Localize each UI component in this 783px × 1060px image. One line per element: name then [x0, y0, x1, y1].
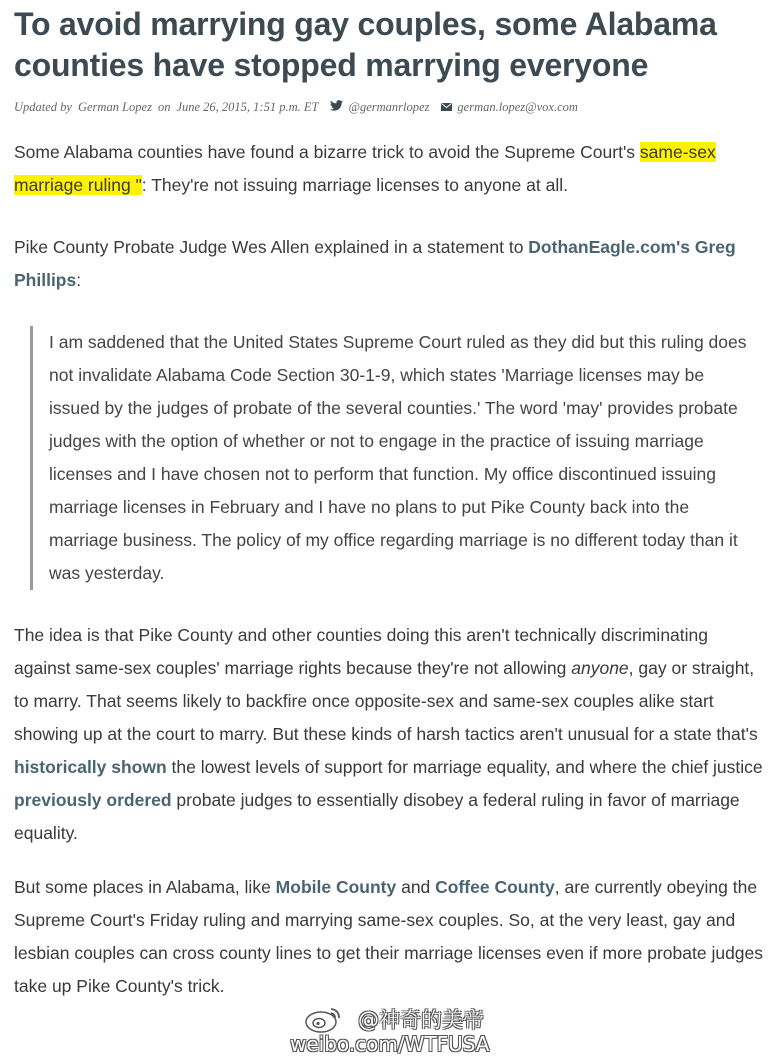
watermark-url: weibo.com/WTFUSA: [290, 1032, 490, 1056]
analysis-text-4: probate judges to essentially disobey a federal ruling in favor of marriage equality.: [14, 790, 740, 843]
byline: [14, 98, 766, 116]
closing-text-1: But some places in Alabama, like: [14, 877, 276, 897]
byline-date: June 26, 2015, 1:51 p.m. ET: [176, 99, 319, 114]
watermark-handle: @神奇的美帝: [358, 1008, 484, 1032]
weibo-watermark: [290, 1005, 520, 1057]
previously-ordered-link[interactable]: previously ordered: [14, 790, 172, 810]
analysis-text-1: The idea is that Pike County and other counties doing this aren't technically discriminating against same-sex couples' marriage rights because they're not allowing: [14, 625, 709, 678]
highlighted-ruling-text: same-sex marriage ruling: [14, 142, 716, 195]
intro-paragraph: [14, 136, 766, 202]
coffee-county-link[interactable]: Coffee County: [435, 877, 555, 897]
weibo-logo-icon: [304, 1005, 344, 1033]
statement-intro-paragraph: [14, 231, 766, 297]
historically-shown-link[interactable]: historically shown: [14, 757, 167, 777]
article: [14, 0, 766, 1003]
statement-intro-text: Pike County Probate Judge Wes Allen explained in a statement to: [14, 237, 529, 257]
article-title: To avoid marrying gay couples, some Alabama counties have stopped marrying everyone: [14, 6, 717, 83]
email-link[interactable]: german.lopez@vox.com: [457, 99, 578, 114]
analysis-emphasis: anyone: [571, 658, 629, 678]
twitter-handle-link[interactable]: @germanrlopez: [348, 99, 430, 114]
closing-text-2: and: [396, 877, 436, 897]
analysis-text-2: , gay or straight, to marry. That seems likely to backfire once opposite-sex and same-sex couples alike start showing up at the court to marry. But these kinds of harsh tactics aren't unusual for a state that's: [14, 658, 758, 744]
byline-date-prefix: on: [157, 99, 171, 114]
closing-paragraph: [14, 871, 766, 1003]
analysis-paragraph: [14, 619, 766, 850]
intro-text-before: Some Alabama counties have found a bizarre trick to avoid the Supreme Court's: [14, 142, 640, 162]
intro-text-after: : They're not issuing marriage licenses to anyone at all.: [141, 175, 568, 195]
mobile-county-link[interactable]: Mobile County: [275, 877, 397, 897]
analysis-text-3: the lowest levels of support for marriage equality, and where the chief justice: [166, 757, 763, 777]
mail-icon: [441, 100, 452, 115]
closing-text-3: , are currently obeying the Supreme Court's Friday ruling and marrying same-sex couples. So, at the very least, gay and lesbian couples can cross county lines to get their marriage licenses even if more probate judges take up Pike County's trick.: [14, 877, 764, 996]
statement-intro-colon: :: [76, 270, 82, 290]
dothaneagle-link[interactable]: DothanEagle.com's Greg Phillips: [14, 237, 736, 290]
highlight-mark: ": [130, 175, 142, 195]
author-link[interactable]: German Lopez: [77, 99, 152, 114]
judge-quote: I am saddened that the United States Supreme Court ruled as they did but this ruling does not invalidate Alabama Code Section 30-1-9, which states 'Marriage licenses may be issued by the judges of probate of the several counties.' The word 'may' provides probate judges with the option of whether or not to engage in the practice of issuing marriage licenses and I have chosen not to perform that function. My office discontinued issuing marriage licenses in February and I have no plans to put Pike County back into the marriage business. The policy of my office regarding marriage is no different today than it was yesterday.: [30, 326, 755, 590]
byline-prefix: Updated by: [14, 99, 72, 114]
twitter-bird-icon: [330, 100, 343, 115]
